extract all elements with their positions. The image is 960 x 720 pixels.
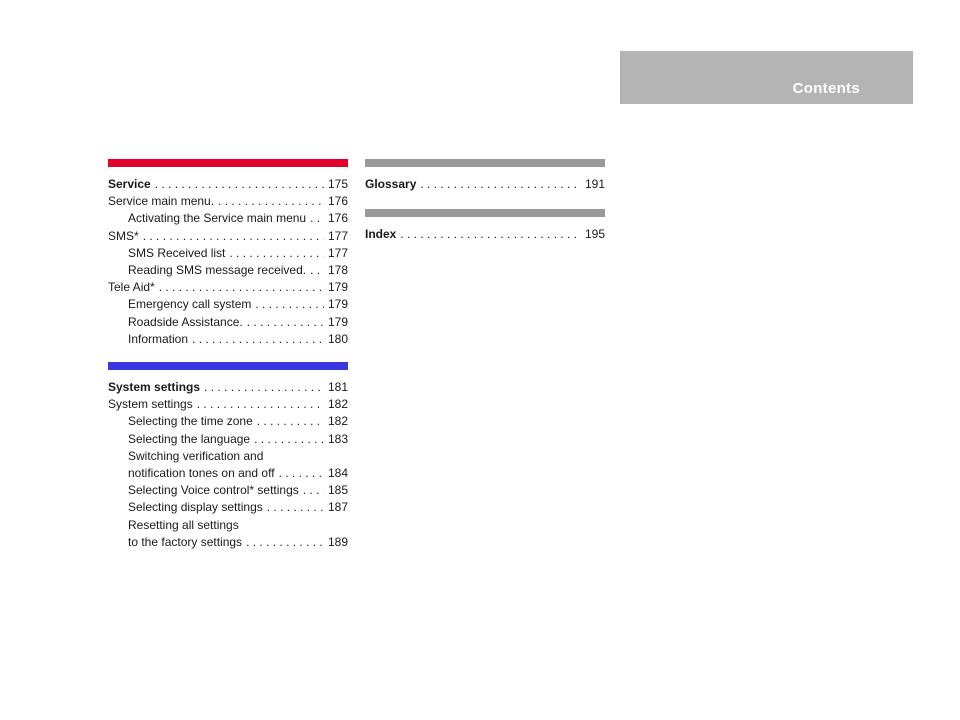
- toc-entry-page: 184: [327, 466, 348, 481]
- leader-dots: [310, 210, 324, 227]
- toc-entry-label: Information: [128, 331, 189, 346]
- toc-entry-page: 178: [327, 263, 348, 278]
- toc-entry[interactable]: [108, 176, 348, 193]
- toc-entry[interactable]: [108, 431, 348, 448]
- leader-dots: [420, 176, 581, 193]
- index-section: [365, 209, 605, 243]
- toc-entry-label: Switching verification and: [128, 448, 264, 463]
- toc-entry-page: 185: [327, 483, 348, 498]
- toc-entry-label: SMS Received list: [128, 245, 226, 260]
- toc-entry-label: Service: [108, 177, 151, 191]
- leader-dots: [400, 226, 581, 243]
- service-color-bar: [108, 159, 348, 167]
- toc-entry[interactable]: [108, 465, 348, 482]
- toc-entry-page: 189: [327, 534, 348, 549]
- toc-entry-page: 182: [327, 397, 348, 412]
- leader-dots: [254, 431, 324, 448]
- toc-entry-page: 179: [327, 280, 348, 295]
- leader-dots: [218, 193, 324, 210]
- toc-entry-label: Roadside Assistance.: [128, 314, 243, 329]
- toc-entry-label: to the factory settings: [128, 534, 243, 549]
- glossary-page: 191: [584, 177, 605, 191]
- toc-entry-page: 177: [327, 228, 348, 243]
- toc-entry-label: System settings: [108, 380, 201, 394]
- toc-entry-label: Selecting display settings: [128, 500, 263, 515]
- toc-entry[interactable]: [108, 379, 348, 396]
- toc-entry[interactable]: [108, 279, 348, 296]
- leader-dots: [247, 314, 324, 331]
- toc-entry[interactable]: [108, 396, 348, 413]
- toc-entry[interactable]: [108, 482, 348, 499]
- toc-entry[interactable]: [108, 296, 348, 313]
- toc-entry[interactable]: [108, 331, 348, 348]
- index-color-bar: [365, 209, 605, 217]
- toc-entry-page: 176: [327, 194, 348, 209]
- system-settings-entries: [108, 379, 348, 551]
- toc-entry[interactable]: [108, 262, 348, 279]
- toc-entry-label: Resetting all settings: [128, 517, 239, 532]
- toc-entry[interactable]: [108, 228, 348, 245]
- index-page: 195: [584, 227, 605, 241]
- leader-dots: [255, 296, 324, 313]
- service-entries: [108, 176, 348, 348]
- toc-entry-label: SMS*: [108, 228, 139, 243]
- toc-entry-label: Service main menu.: [108, 194, 215, 209]
- glossary-label: Glossary: [365, 177, 417, 191]
- leader-dots: [192, 331, 324, 348]
- service-section: [108, 159, 348, 348]
- index-label: Index: [365, 227, 397, 241]
- leader-dots: [310, 262, 324, 279]
- leader-dots: [246, 534, 324, 551]
- glossary-section: [365, 159, 605, 193]
- toc-entry[interactable]: [108, 245, 348, 262]
- toc-entry-page: 181: [327, 380, 348, 394]
- toc-entry-page: 177: [327, 245, 348, 260]
- leader-dots: [279, 465, 324, 482]
- leader-dots: [257, 413, 324, 430]
- leader-dots: [197, 396, 324, 413]
- page-title: Contents: [792, 80, 860, 97]
- toc-entry-label: System settings: [108, 397, 193, 412]
- toc-entry[interactable]: [108, 413, 348, 430]
- toc-entry[interactable]: [108, 448, 348, 465]
- toc-entry-label: Activating the Service main menu: [128, 211, 307, 226]
- leader-dots: [155, 176, 324, 193]
- toc-entry-label: Selecting the time zone: [128, 414, 253, 429]
- glossary-color-bar: [365, 159, 605, 167]
- header-tab: [620, 51, 913, 104]
- toc-entry-page: 179: [327, 314, 348, 329]
- toc-entry-label: Reading SMS message received.: [128, 263, 307, 278]
- toc-entry-label: Tele Aid*: [108, 280, 155, 295]
- index-entry[interactable]: [365, 226, 605, 243]
- toc-entry[interactable]: [108, 534, 348, 551]
- toc-entry-label: Emergency call system: [128, 297, 252, 312]
- system-settings-section: [108, 362, 348, 551]
- toc-entry-page: 180: [327, 331, 348, 346]
- leader-dots: [159, 279, 324, 296]
- toc-entry[interactable]: [108, 499, 348, 516]
- toc-entry-page: 182: [327, 414, 348, 429]
- toc-entry-page: 183: [327, 431, 348, 446]
- leader-dots: [267, 499, 324, 516]
- glossary-entry[interactable]: [365, 176, 605, 193]
- toc-entry[interactable]: [108, 517, 348, 534]
- toc-entry[interactable]: [108, 210, 348, 227]
- toc-entry-page: 179: [327, 297, 348, 312]
- toc-entry-page: 187: [327, 500, 348, 515]
- leader-dots: [303, 482, 324, 499]
- toc-entry-page: 176: [327, 211, 348, 226]
- toc-entry[interactable]: [108, 193, 348, 210]
- leader-dots: [143, 228, 324, 245]
- toc-entry-page: 175: [327, 177, 348, 191]
- system-settings-color-bar: [108, 362, 348, 370]
- toc-entry[interactable]: [108, 314, 348, 331]
- leader-dots: [204, 379, 324, 396]
- leader-dots: [229, 245, 324, 262]
- toc-entry-label: Selecting Voice control* settings: [128, 483, 299, 498]
- toc-entry-label: notification tones on and off: [128, 466, 275, 481]
- toc-entry-label: Selecting the language: [128, 431, 251, 446]
